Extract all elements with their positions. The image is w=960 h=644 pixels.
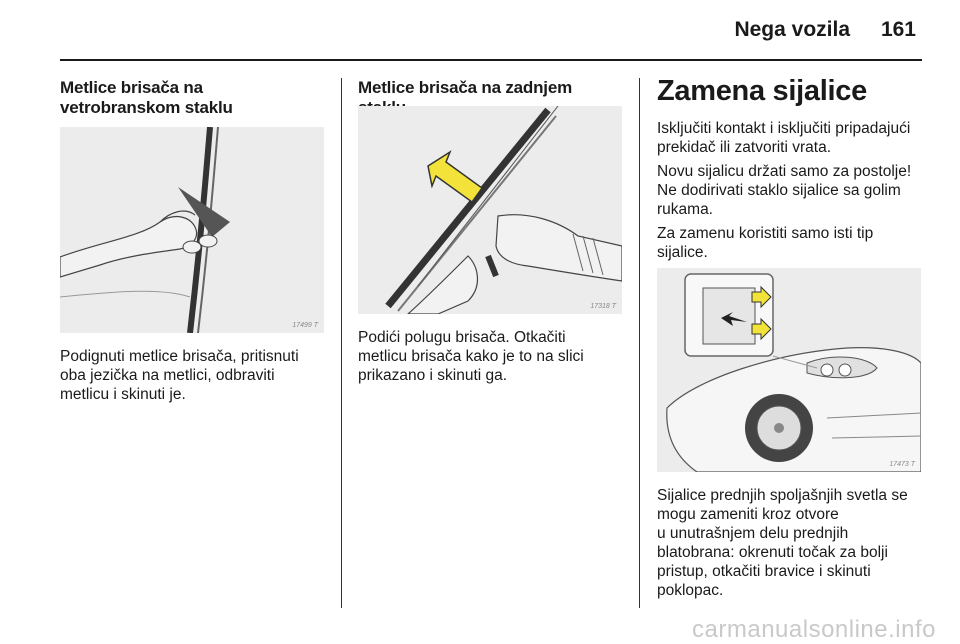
figure-code: 17318 T bbox=[590, 303, 616, 310]
rear-wiper-illustration bbox=[358, 106, 622, 314]
text-line: sijalice. bbox=[657, 244, 708, 261]
column-divider-1 bbox=[341, 78, 342, 608]
text-line: prikazano i skinuti ga. bbox=[358, 367, 508, 384]
figure-code: 17499 T bbox=[292, 322, 318, 329]
rear-wiper-heading: Metlice brisača na zadnjem bbox=[358, 78, 572, 97]
column-divider-2 bbox=[639, 78, 640, 608]
text-line: Podići polugu brisača. Otkačiti bbox=[358, 329, 566, 346]
rear-wiper-figure bbox=[358, 106, 622, 314]
bulb-replacement-heading: Zamena sijalice bbox=[657, 75, 867, 107]
text-line: metlicu brisača kako je to na slici bbox=[358, 348, 584, 365]
text-line: Novu sijalicu držati samo za postolje! bbox=[657, 163, 912, 180]
text-line: pristup, otkačiti bravice i skinuti bbox=[657, 563, 871, 580]
rear-wiper-text bbox=[358, 328, 624, 385]
text-line: poklopac. bbox=[657, 582, 724, 599]
text-line: rukama. bbox=[657, 201, 713, 218]
windshield-wipers-text bbox=[60, 347, 326, 404]
headlamp-bulb-text bbox=[657, 486, 923, 600]
text-line: u unutrašnjem delu prednjih bbox=[657, 525, 849, 542]
header-rule bbox=[60, 59, 922, 61]
text-line: Za zamenu koristiti samo isti tip bbox=[657, 225, 874, 242]
text-line: Isključiti kontakt i isključiti pripadajući bbox=[657, 120, 911, 137]
text-line: Podignuti metlice brisača, pritisnuti bbox=[60, 348, 299, 365]
section-title: Nega vozila bbox=[734, 18, 850, 41]
column-windshield-wipers bbox=[60, 78, 326, 118]
text-line: Sijalice prednjih spoljašnjih svetla se bbox=[657, 487, 908, 504]
text-line: blatobrana: okrenuti točak za bolji bbox=[657, 544, 888, 561]
column-bulb-replacement bbox=[657, 74, 923, 108]
text-line: Ne dodirivati staklo sijalice sa golim bbox=[657, 182, 901, 199]
headlamp-bulb-figure bbox=[657, 268, 921, 472]
windshield-wipers-heading: Metlice brisača na vetrobranskom staklu bbox=[60, 78, 233, 117]
watermark: carmanualsonline.info bbox=[692, 616, 936, 643]
page-footer bbox=[0, 612, 960, 642]
page-number: 161 bbox=[880, 18, 916, 41]
windshield-wiper-illustration bbox=[60, 127, 324, 333]
page-header bbox=[0, 0, 960, 62]
windshield-wiper-figure bbox=[60, 127, 324, 333]
text-line: prekidač ili zatvoriti vrata. bbox=[657, 139, 832, 156]
text-line: mogu zameniti kroz otvore bbox=[657, 506, 839, 523]
car-front-illustration bbox=[657, 268, 921, 472]
text-line: oba jezička na metlici, odbraviti bbox=[60, 367, 275, 384]
figure-code: 17473 T bbox=[889, 461, 915, 468]
text-line: metlicu i skinuti je. bbox=[60, 386, 186, 403]
bulb-replacement-intro bbox=[657, 119, 923, 262]
